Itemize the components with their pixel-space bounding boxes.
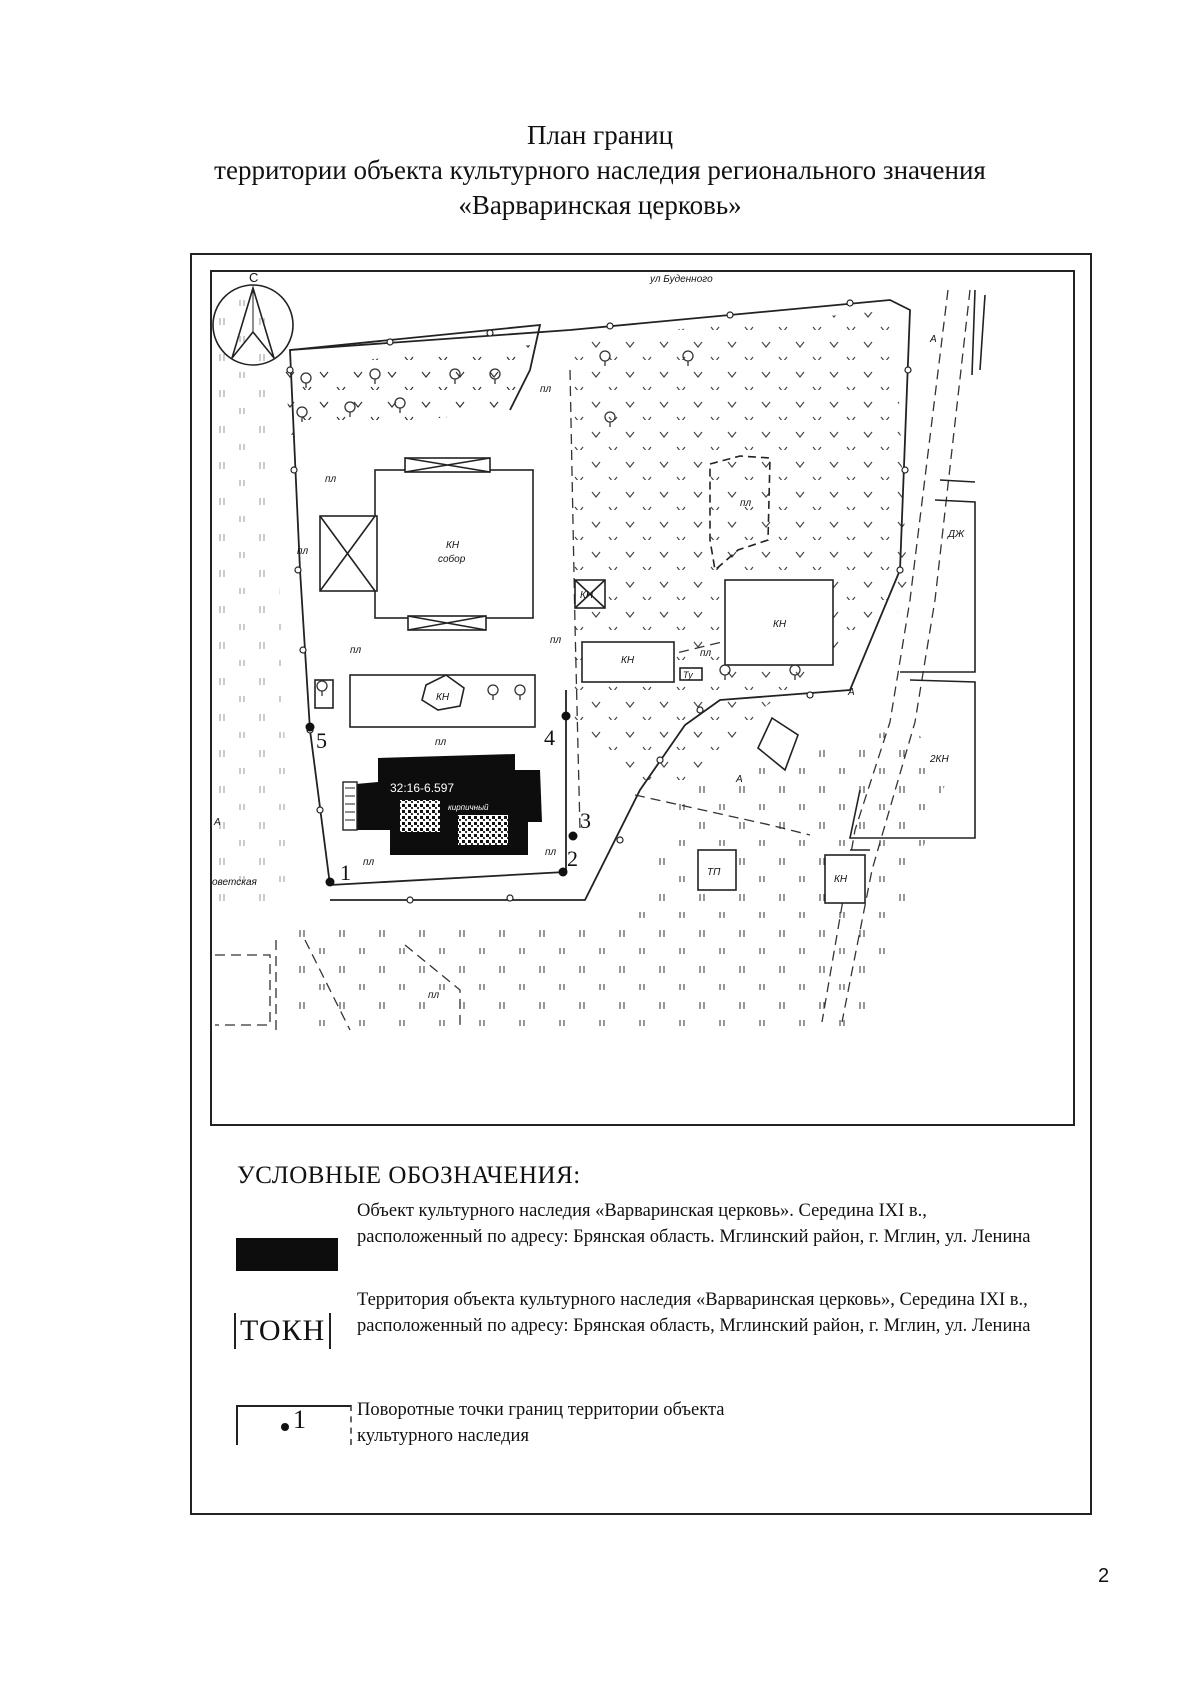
a-label-1: А: [930, 334, 937, 345]
turning-point-3: [569, 832, 578, 841]
point-4-label: 4: [544, 725, 555, 750]
page-number: 2: [1098, 1565, 1110, 1587]
tu-label: Ту: [683, 670, 693, 680]
point-5-label: 5: [316, 728, 327, 753]
heritage-object-label: кирпичный: [448, 803, 489, 812]
a-label-2: А: [848, 687, 855, 698]
title-line-1: План границ: [526, 120, 674, 150]
pl-label-2: пл: [325, 474, 337, 485]
site-map: [210, 270, 1075, 1126]
page-title: [0, 118, 1200, 223]
legend-item-territory: Территория объекта культурного наследия «Варваринская церковь», Середина IXI в., расположенный по адресу: Брянская область, Мглинский район, г. Мглин, ул. Ленина: [357, 1290, 1031, 1336]
kn-label-5: КН: [580, 590, 594, 601]
kn-label-4: КН: [436, 692, 450, 703]
turning-point-1: [326, 878, 335, 887]
kn-label-2: КН: [621, 655, 635, 666]
a-label-4: А: [214, 817, 221, 828]
pl-label-11: пл: [428, 990, 440, 1001]
street-left-label: оветская: [212, 877, 257, 888]
cathedral-kn-label: КН: [446, 540, 460, 551]
turning-point-symbol-label: 1: [293, 1405, 306, 1434]
pl-label-9: пл: [740, 498, 752, 509]
turning-point-dot: [281, 1423, 289, 1431]
street-top-label: ул Буденного: [650, 274, 713, 285]
north-label: С: [249, 270, 259, 285]
legend-item-turning-points: Поворотные точки границ территории объекта культурного наследия: [357, 1400, 725, 1446]
pl-label-8: пл: [363, 857, 375, 868]
cathedral-name-label: собор: [438, 554, 466, 565]
point-3-label: 3: [580, 808, 591, 833]
turning-point-symbol: [236, 1405, 352, 1445]
point-1-label: 1: [340, 860, 351, 885]
pl-label-6: пл: [435, 737, 447, 748]
pl-label-5: пл: [350, 645, 362, 656]
dzh-label: ДЖ: [948, 529, 965, 540]
point-2-label: 2: [567, 846, 578, 871]
a-label-3: А: [736, 774, 743, 785]
legend-item-heritage-object: Объект культурного наследия «Варваринская церковь». Середина IXI в., расположенный по адресу: Брянская область. Мглинский район, г. Мглин, ул. Ленина: [357, 1201, 1031, 1247]
pl-label-10: пл: [700, 648, 712, 659]
two-kn-label: 2КН: [930, 754, 949, 765]
legend-title: УСЛОВНЫЕ ОБОЗНАЧЕНИЯ:: [237, 1162, 581, 1189]
kn-label-6: КН: [834, 874, 848, 885]
pl-label-3: пл: [297, 546, 309, 557]
tp-label: ТП: [707, 867, 721, 878]
turning-point-4: [562, 712, 571, 721]
heritage-object-symbol: [236, 1238, 338, 1271]
pl-label-7: пл: [545, 847, 557, 858]
title-line-2: территории объекта культурного наследия регионального значения: [214, 155, 986, 185]
title-line-3: «Варваринская церковь»: [458, 190, 742, 220]
kn-label-3: КН: [773, 619, 787, 630]
territory-symbol: ТОКН: [234, 1313, 331, 1349]
turning-point-5: [306, 723, 315, 732]
cadastral-number: 32:16-6.597: [390, 781, 455, 795]
pl-label-1: пл: [540, 384, 552, 395]
pl-label-4: пл: [550, 635, 562, 646]
